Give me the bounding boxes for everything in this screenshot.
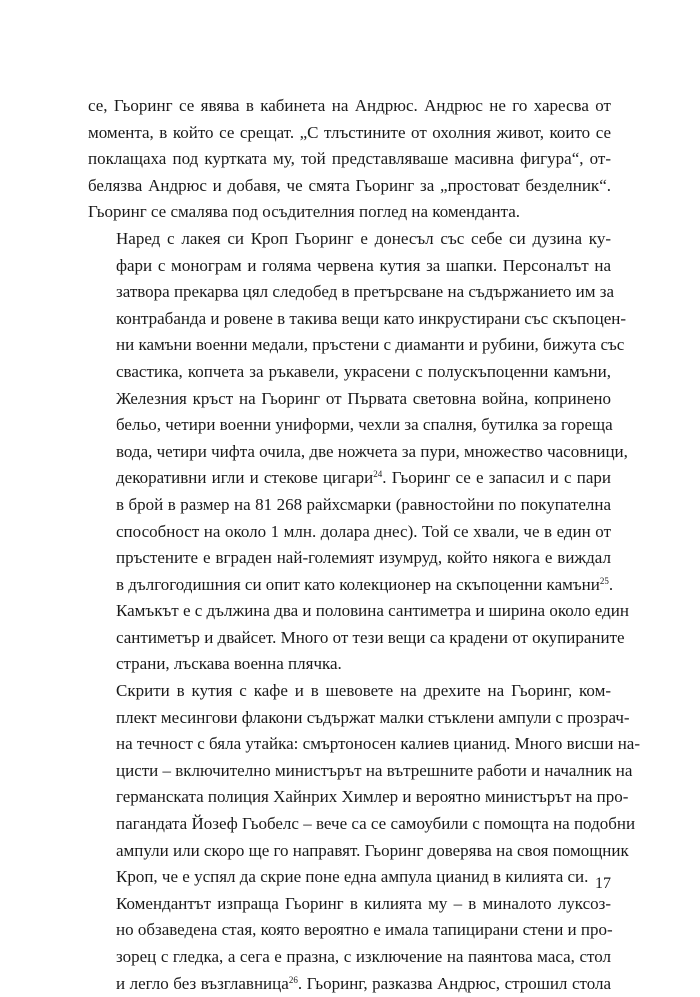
text-line: [88, 572, 614, 599]
text-line: вода, четири чифта очила, две ножчета за пури, множество часовници,: [116, 441, 628, 461]
text-line: страни, лъскава военна плячка.: [116, 654, 342, 674]
text-line: свастика, копчета за ръкавели, украсени с полускъпоценни камъни,: [116, 361, 611, 381]
footnote-ref-24[interactable]: 24: [373, 469, 383, 480]
text-line: пръстените е вграден най-големият изумруд, който някога е виждал: [116, 548, 611, 568]
text-line: пагандата Йозеф Гьобелс – вече са се самоубили с помощта на подобни: [116, 814, 636, 834]
text-line: на течност с бяла утайка: смъртоносен калиев цианид. Много висши на-: [116, 734, 641, 754]
paragraph-3: [88, 678, 641, 891]
text-line: се, Гьоринг се явява в кабинета на Андрюс. Андрюс не го харесва от: [88, 96, 611, 115]
text-line: затвора прекарва цял следобед в претърсване на съдържанието им за: [116, 282, 614, 302]
text-line: Камъкът е с дължина два и половина сантиметра и ширина около един: [116, 601, 629, 621]
text-line: поклащаха под куртката му, той представляваше масивна фигура“, от-: [88, 149, 611, 169]
text-line: Железния кръст на Гьоринг от Първата световна война, коприненo: [116, 388, 611, 408]
text-line: способност на около 1 млн. долара днес). Той се хвали, че в един от: [116, 521, 611, 541]
text-line: сантиметър и двайсет. Много от тези вещи са крадени от окупираните: [116, 627, 625, 647]
paragraph-4: [88, 891, 611, 997]
text-line: германската полиция Хайнрих Химлер и вероятно министърът на про-: [116, 787, 629, 807]
line-text: . Гьоринг се е запасил и с пари: [382, 468, 612, 488]
text-line: ни камъни военни медали, пръстени с диаманти и рубини, бижута със: [116, 335, 625, 355]
page-number: 17: [595, 875, 611, 892]
line-text: в дългогодишния си опит като колекционер на скъпоценни камъни: [116, 574, 600, 594]
text-line: Скрити в кутия с кафе и в шевовете на дрехите на Гьоринг, ком-: [116, 681, 611, 701]
text-line: цисти – включително министърът на вътрешните работи и началник на: [116, 760, 633, 780]
text-line: Комендантът изпраща Гьоринг в килията му – в миналото луксоз-: [116, 893, 611, 913]
line-text: . Гьоринг, разказва Андрюс, строшил стола: [297, 973, 611, 993]
paragraph-1: [88, 93, 611, 226]
text-line: зорец с гледка, а сега е празна, с изключение на паянтова маса, стол: [116, 947, 611, 966]
text-line: контрабанда и ровене в такива вещи като инкрустирани със скъпоцен-: [116, 308, 627, 328]
text-line: плект месингови флакони съдържат малки стъклени ампули с прозрач-: [116, 707, 630, 727]
text-line: фари с монограм и голяма червена кутия за шапки. Персоналът на: [116, 255, 611, 275]
text-line: бельо, четири военни униформи, чехли за спалня, бутилка за гореща: [116, 415, 613, 435]
text-line: Гьоринг се смалява под осъдителния поглед на коменданта.: [88, 202, 520, 222]
line-text: декоративни игли и стекове цигари: [116, 468, 374, 488]
text-line: ампули или скоро ще го направят. Гьоринг доверява на своя помощник: [116, 840, 629, 860]
footnote-ref-26[interactable]: 26: [288, 974, 298, 985]
footnote-ref-25[interactable]: 25: [599, 575, 609, 586]
text-line: белязва Андрюс и добавя, че смята Гьоринг за „простоват безделник“.: [88, 175, 611, 195]
text-line: Наред с лакея си Кроп Гьоринг е донесъл със себе си дузина ку-: [116, 228, 611, 248]
text-line: Кроп, че е успял да скрие поне една ампула цианид в килията си.: [116, 867, 589, 887]
text-line: но обзаведена стая, която вероятно е имала тапицирани стени и про-: [116, 920, 613, 940]
line-text: .: [608, 574, 614, 594]
body-text: [88, 93, 641, 997]
text-line: момента, в който се срещат. „С тлъстините от охолния живот, които се: [88, 122, 611, 142]
text-line: [88, 465, 611, 492]
text-line: в брой в размер на 81 268 райхсмарки (равностойни по покупателна: [116, 494, 611, 514]
paragraph-2: [88, 226, 629, 678]
line-text: и легло без възглавница: [116, 973, 289, 993]
